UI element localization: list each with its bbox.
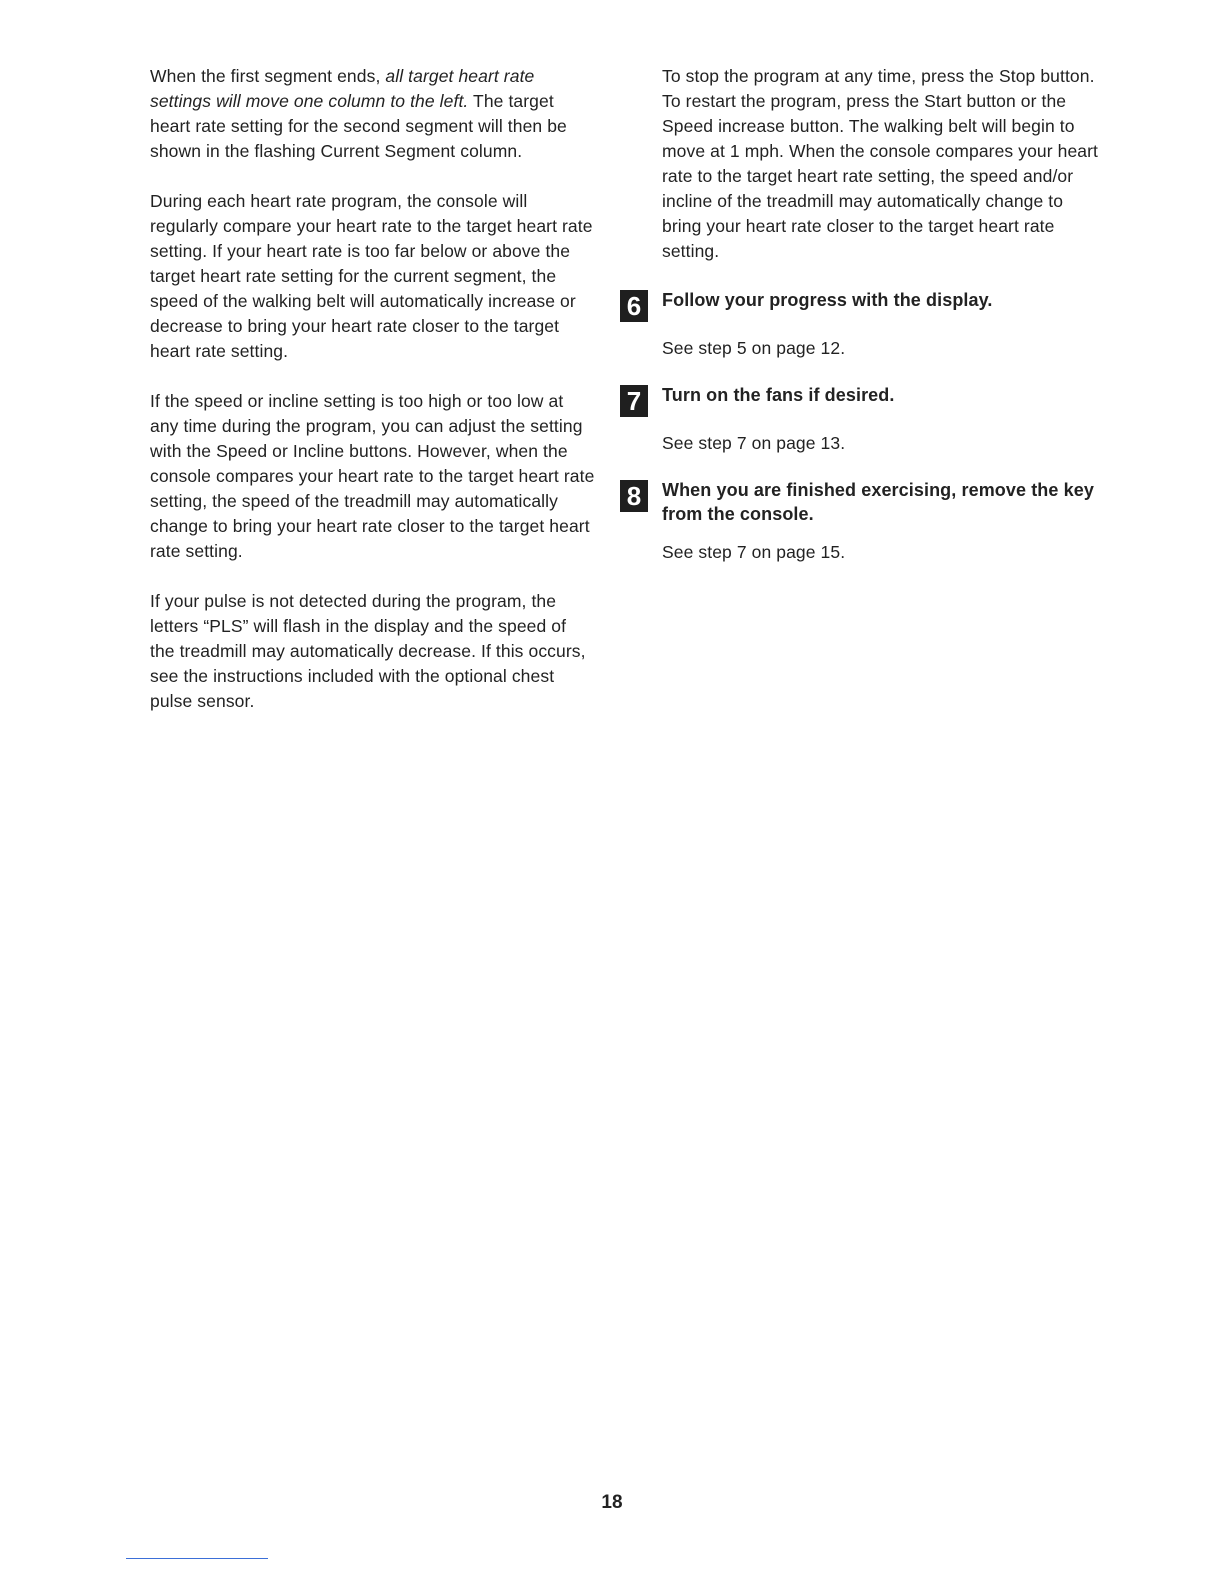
p1-text: When the first segment ends, — [150, 66, 386, 86]
step-6 — [620, 288, 1105, 361]
paragraph-pulse-not-detected: If your pulse is not detected during the program, the letters “PLS” will flash in the display and the speed of the treadmill may automatically decrease. If this occurs, see the instructions included with the optional chest pulse sensor. — [150, 591, 586, 711]
step-number-badge: 7 — [620, 385, 648, 417]
step-8 — [620, 478, 1105, 565]
right-column — [620, 64, 1105, 565]
paragraph-stop-program: To stop the program at any time, press the Stop button. To restart the program, press the Start button or the Speed increase button. The walking belt will begin to move at 1 mph. When the console compares your heart rate to the target heart rate setting, the speed and/or incline of the treadmill may automatically change to bring your heart rate closer to the target heart rate setting. — [662, 66, 1099, 261]
step-7 — [620, 383, 1105, 456]
step-body: See step 5 on page 12. — [662, 338, 846, 358]
paragraph-adjust-setting: If the speed or incline setting is too high or too low at any time during the program, you can adjust the setting with the Speed or Incline buttons. However, when the console compares your heart rate to the target heart rate setting, the speed of the treadmill may automatically change to bring your heart rate closer to the target heart rate setting. — [150, 391, 595, 561]
footer-rule — [126, 1558, 268, 1559]
p1-italic-text: all target heart rate settings will move one column to the left. — [150, 66, 535, 111]
page-number: 18 — [601, 1492, 623, 1513]
left-column — [150, 64, 595, 739]
step-title: Follow your progress with the display. — [662, 290, 993, 310]
step-body: See step 7 on page 15. — [662, 542, 846, 562]
step-number-badge: 8 — [620, 480, 648, 512]
paragraph-heart-rate-compare: During each heart rate program, the console will regularly compare your heart rate to the target heart rate setting. If your heart rate is too far below or above the target heart rate setting for the current segment, the speed of the walking belt will automatically increase or decrease to bring your heart rate closer to the target heart rate setting. — [150, 191, 593, 361]
paragraph-first-segment — [150, 64, 595, 164]
step-title: When you are finished exercising, remove the key from the console. — [662, 480, 1094, 524]
p1-text-end: The target heart rate setting for the second segment will then be shown in the flashing Current Segment column. — [150, 91, 567, 161]
step-number-badge: 6 — [620, 290, 648, 322]
step-title: Turn on the fans if desired. — [662, 385, 895, 405]
step-body: See step 7 on page 13. — [662, 433, 846, 453]
